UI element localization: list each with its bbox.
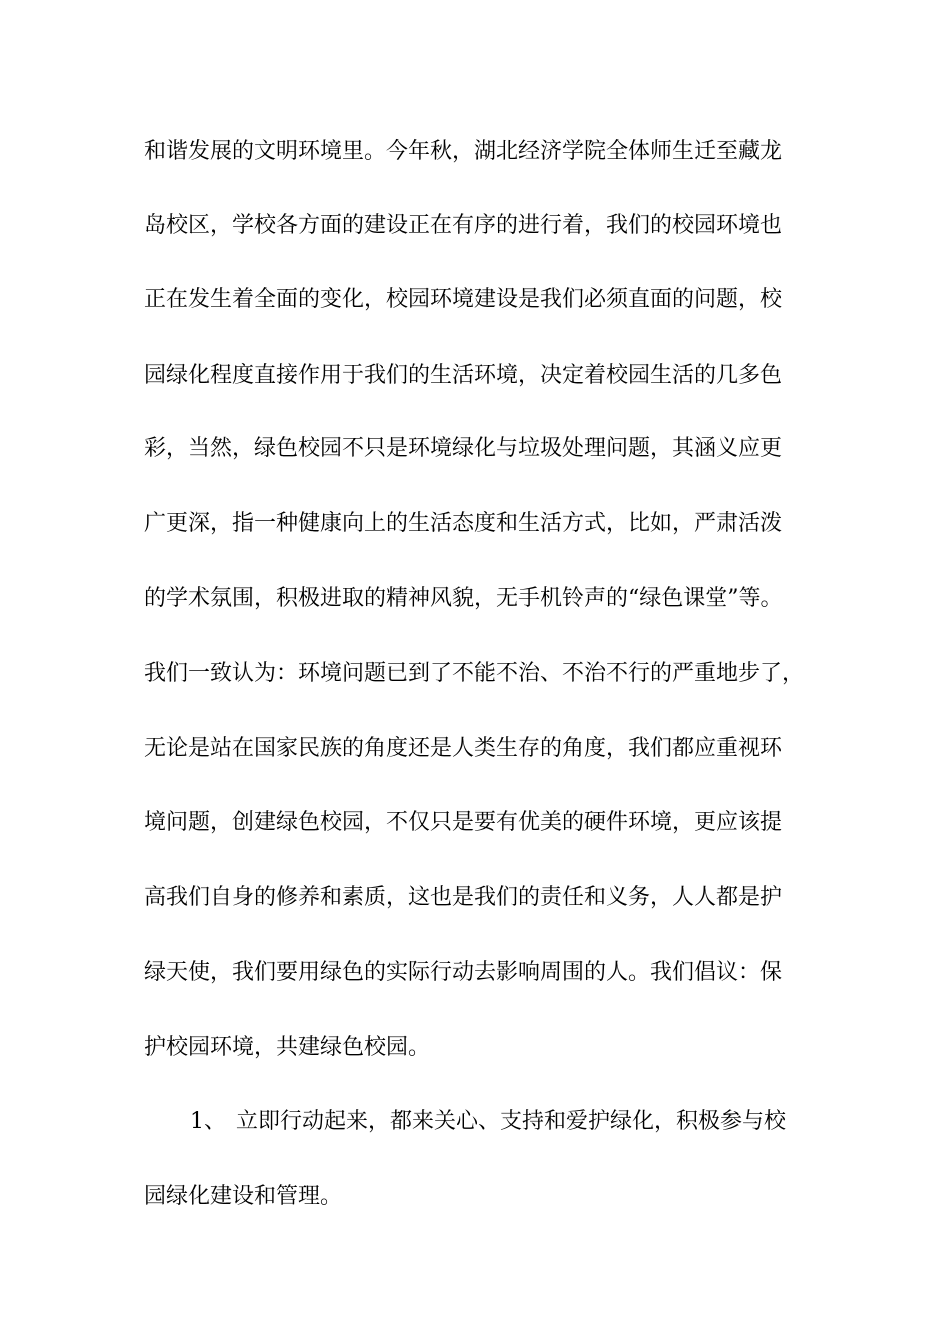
body-text-line-12: 绿天使，我们要用绿色的实际行动去影响周围的人。我们倡议：保 [144, 960, 783, 985]
list-item-text: 立即行动起来，都来关心、支持和爱护绿化，积极参与校 [236, 1109, 787, 1134]
body-text-line-3: 正在发生着全面的变化，校园环境建设是我们必须直面的问题，校 [144, 287, 783, 312]
body-text-line-7: 的学术氛围，积极进取的精神风貌，无手机铃声的“绿色课堂”等。 [144, 586, 783, 611]
body-text-line-8: 我们一致认为：环境问题已到了不能不治、不治不行的严重地步了， [144, 661, 805, 686]
list-item-number: 1、 [190, 1109, 226, 1134]
body-text-line-10: 境问题，创建绿色校园，不仅只是要有优美的硬件环境，更应该提 [144, 810, 783, 835]
body-text-line-9: 无论是站在国家民族的角度还是人类生存的角度，我们都应重视环 [144, 736, 783, 761]
body-text-line-4: 园绿化程度直接作用于我们的生活环境，决定着校园生活的几多色 [144, 363, 783, 388]
body-text-line-2: 岛校区，学校各方面的建设正在有序的进行着，我们的校园环境也 [144, 213, 783, 238]
body-text-line-13: 护校园环境，共建绿色校园。 [144, 1035, 431, 1060]
body-text-line-11: 高我们自身的修养和素质，这也是我们的责任和义务，人人都是护 [144, 885, 783, 910]
list-item-continuation: 园绿化建设和管理。 [144, 1184, 343, 1209]
body-text-line-1: 和谐发展的文明环境里。今年秋，湖北经济学院全体师生迁至藏龙 [144, 139, 783, 164]
body-text-line-5: 彩，当然，绿色校园不只是环境绿化与垃圾处理问题，其涵义应更 [144, 436, 783, 461]
body-text-line-6: 广更深，指一种健康向上的生活态度和生活方式，比如，严肃活泼 [144, 511, 783, 536]
